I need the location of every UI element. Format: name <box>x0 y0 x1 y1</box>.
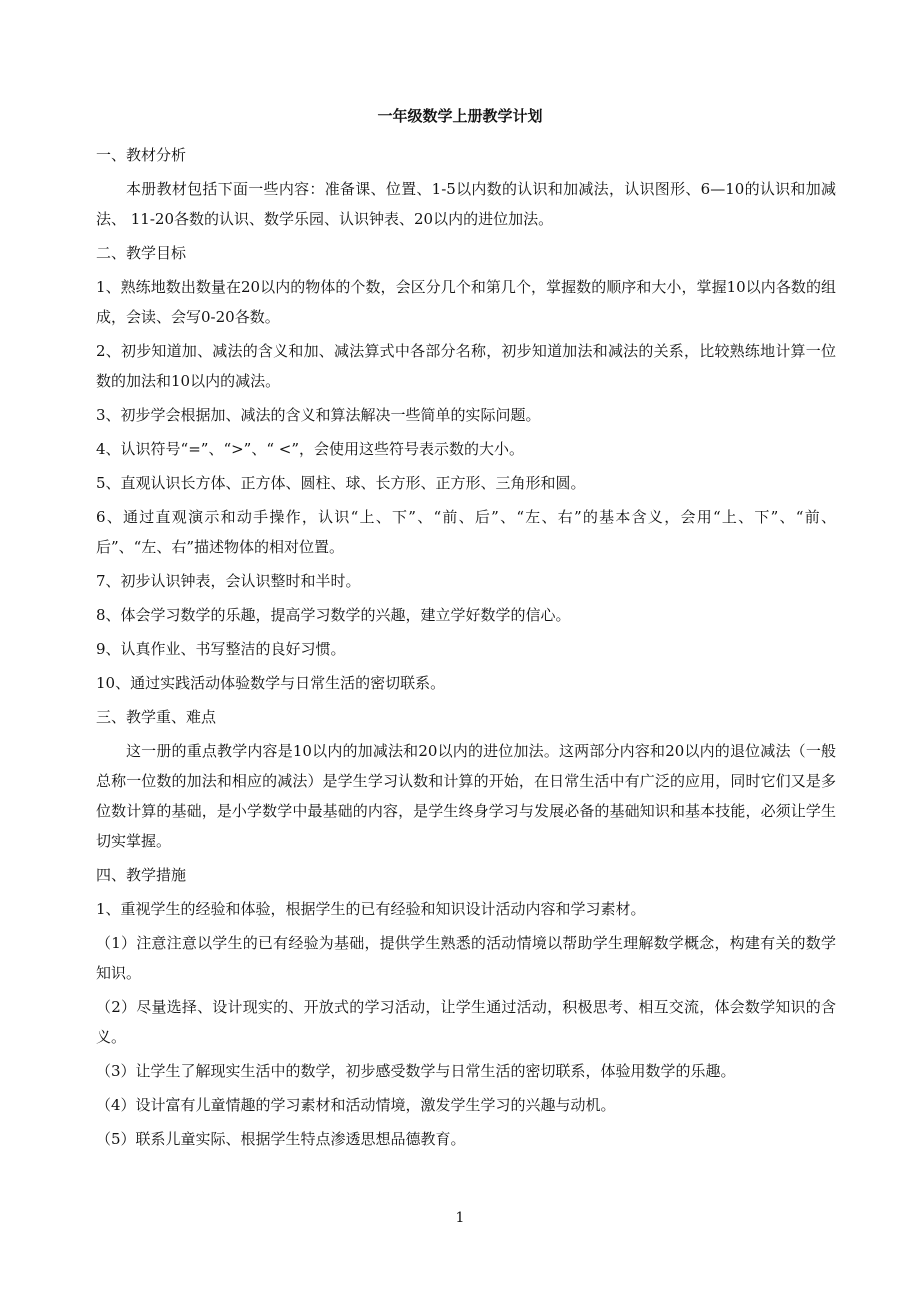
list-item: 8、体会学习数学的乐趣，提高学习数学的兴趣，建立学好数学的信心。 <box>96 606 571 624</box>
list-item: 6、通过直观演示和动手操作，认识“上、下”、“前、后”、“左、右”的基本含义，会用“上、下”、“前、后”、“左、右”描述物体的相对位置。 <box>96 508 836 556</box>
list-item: 1、重视学生的经验和体验，根据学生的已有经验和知识设计活动内容和学习素材。 <box>96 900 646 918</box>
section-heading: 四、教学措施 <box>96 866 187 884</box>
list-item: 9、认真作业、书写整洁的良好习惯。 <box>96 640 346 658</box>
document-body <box>96 140 836 1158</box>
list-item: 10、通过实践活动体验数学与日常生活的密切联系。 <box>96 674 446 692</box>
list-item: 2、初步知道加、减法的含义和加、减法算式中各部分名称，初步知道加法和减法的关系，比较熟练地计算一位数的加法和10以内的减法。 <box>96 342 836 390</box>
list-item: 3、初步学会根据加、减法的含义和算法解决一些简单的实际问题。 <box>96 406 541 424</box>
page-number: 1 <box>455 1210 465 1226</box>
list-item: （4）设计富有儿童情趣的学习素材和活动情境，激发学生学习的兴趣与动机。 <box>96 1096 616 1114</box>
paragraph: 这一册的重点教学内容是10以内的加减法和20以内的进位加法。这两部分内容和20以内的退位减法（一般总称一位数的加法和相应的减法）是学生学习认数和计算的开始，在日常生活中有广泛的应用，同时它们又是多位数计算的基础，是小学数学中最基础的内容，是学生终身学习与发展必备的基础知识和基本技能，必须让学生切实掌握。 <box>96 742 836 850</box>
paragraph: 本册教材包括下面一些内容：准备课、位置、1-5以内数的认识和加减法，认识图形、6—10的认识和加减法、 11-20各数的认识、数学乐园、认识钟表、20以内的进位加法。 <box>96 180 836 228</box>
list-item: 4、认识符号“=”、“>”、“ <”，会使用这些符号表示数的大小。 <box>96 440 525 458</box>
section-heading: 一、教材分析 <box>96 146 187 164</box>
list-item: 7、初步认识钟表，会认识整时和半时。 <box>96 572 361 590</box>
page-title: 一年级数学上册教学计划 <box>377 107 543 125</box>
list-item: （2）尽量选择、设计现实的、开放式的学习活动，让学生通过活动，积极思考、相互交流，体会数学知识的含义。 <box>96 998 836 1046</box>
list-item: （1）注意注意以学生的已有经验为基础，提供学生熟悉的活动情境以帮助学生理解数学概念，构建有关的数学知识。 <box>96 934 836 982</box>
section-heading: 二、教学目标 <box>96 244 187 262</box>
list-item: 5、直观认识长方体、正方体、圆柱、球、长方形、正方形、三角形和圆。 <box>96 474 586 492</box>
list-item: 1、熟练地数出数量在20以内的物体的个数，会区分几个和第几个，掌握数的顺序和大小，掌握10以内各数的组成，会读、会写0-20各数。 <box>96 278 836 326</box>
list-item: （3）让学生了解现实生活中的数学，初步感受数学与日常生活的密切联系，体验用数学的乐趣。 <box>96 1062 736 1080</box>
section-heading: 三、教学重、难点 <box>96 708 217 726</box>
list-item: （5）联系儿童实际、根据学生特点渗透思想品德教育。 <box>96 1130 466 1148</box>
